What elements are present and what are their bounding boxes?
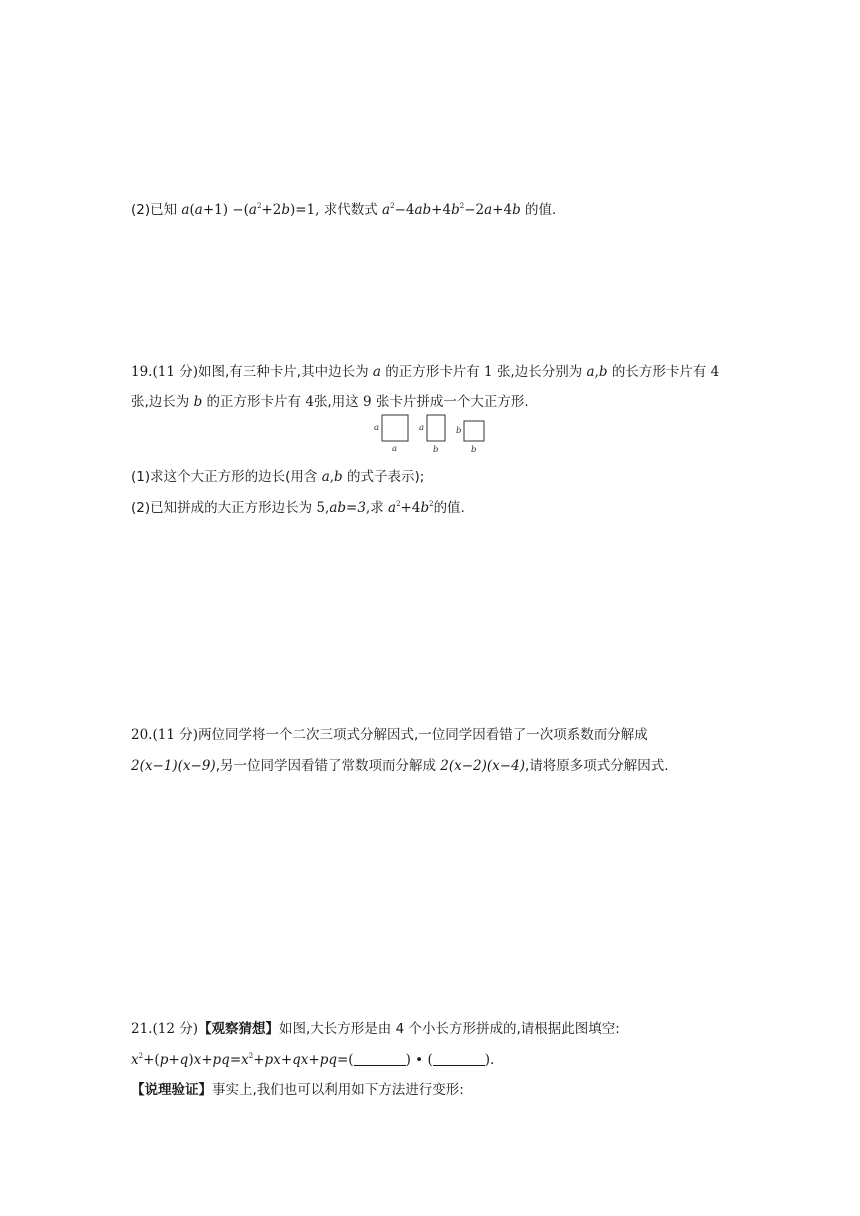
q19-part1-text: (1)求这个大正方形的边长(用含 bbox=[131, 469, 318, 485]
blank-2[interactable] bbox=[433, 1053, 485, 1066]
q18-text2: 的值. bbox=[525, 202, 557, 218]
q19-part2-text: 的值. bbox=[433, 500, 465, 516]
q19-text: 张,边长为 bbox=[131, 394, 190, 410]
q20-factor2: 2(x−2)(x−4) bbox=[440, 758, 525, 774]
q21-heading-observe: 【观察猜想】 bbox=[198, 1021, 279, 1037]
q19-text: 张卡片拼成一个大正方形. bbox=[375, 394, 529, 410]
square-card-a bbox=[374, 415, 408, 454]
q19-part2-text: (2)已知拼成的大正方形边长为 bbox=[131, 500, 313, 516]
q21-heading-verify: 【说理验证】 bbox=[131, 1082, 212, 1098]
q19-count: 4 bbox=[710, 364, 720, 380]
q19-count: 1 bbox=[484, 364, 493, 380]
q20-factor1: 2(x−1)(x−9) bbox=[131, 758, 216, 774]
blank-1[interactable] bbox=[354, 1053, 406, 1066]
q19-part2-text: 求 bbox=[370, 500, 384, 516]
q19-part2: (2)已知拼成的大正方形边长为 5,ab=3,求 $a^2+4b^2$的值. bbox=[131, 500, 465, 516]
q21-formula-line: $x^2+(p+q)x+pq=x^2+px+qx+pq=$( ) • ( ). bbox=[131, 1052, 495, 1068]
multiply-dot: • bbox=[415, 1052, 424, 1068]
q18-part2-label: (2)已知 bbox=[131, 202, 178, 218]
card-label: a bbox=[419, 423, 425, 433]
q19-number: 19. bbox=[131, 364, 153, 380]
q18-text1: 求代数式 bbox=[323, 202, 378, 218]
q20-text: ,请将原多项式分解因式. bbox=[524, 758, 669, 774]
q19-text: 的正方形卡片有 bbox=[206, 394, 302, 410]
card-label: a bbox=[374, 423, 380, 433]
q20-points: (11 分) bbox=[152, 727, 198, 743]
q19-text: 张,边长分别为 bbox=[496, 364, 583, 380]
q20-number: 20. bbox=[131, 727, 153, 743]
q19-points: (11 分) bbox=[152, 364, 198, 380]
q21-text: 如图,大长方形是由 4 个小长方形拼成的,请根据此图填空: bbox=[279, 1021, 620, 1037]
q19-line1: 19.(11 分)如图,有三种卡片,其中边长为 a 的正方形卡片有 1 张,边长分别为 a,b 的长方形卡片有 4 bbox=[131, 364, 720, 380]
q21-points: (12 分) bbox=[152, 1021, 198, 1037]
q19-text: 的正方形卡片有 bbox=[385, 364, 480, 380]
q19-part1-text: 的式子表示); bbox=[347, 469, 425, 485]
card-label: b bbox=[471, 445, 477, 455]
card-label: b bbox=[456, 426, 462, 436]
q19-text: 的长方形卡片有 bbox=[611, 364, 707, 380]
q21-line1 bbox=[131, 1019, 620, 1039]
q20-line2 bbox=[131, 756, 669, 776]
q19-line2: 张,边长为 b 的正方形卡片有 4张,用这 9 张卡片拼成一个大正方形. bbox=[131, 394, 529, 410]
q19-text: 如图,有三种卡片,其中边长为 bbox=[198, 364, 369, 380]
q18-target-expression: a bbox=[382, 202, 391, 218]
q19-cards-figure bbox=[370, 413, 490, 457]
q20-text: 两位同学将一个二次三项式分解因式,一位同学因看错了一次项系数而分解成 bbox=[198, 727, 648, 743]
q19-count: 9 bbox=[363, 394, 372, 410]
q18-given-expression: a bbox=[181, 202, 190, 218]
q21-text: 事实上,我们也可以利用如下方法进行变形: bbox=[212, 1082, 464, 1098]
q19-part1: (1)求这个大正方形的边长(用含 a,b 的式子表示); bbox=[131, 469, 425, 485]
card-label: b bbox=[433, 445, 439, 455]
square-card-b bbox=[456, 421, 484, 455]
card-label: a bbox=[392, 444, 398, 454]
q21-number: 21. bbox=[131, 1021, 153, 1037]
q20-line1 bbox=[131, 725, 648, 745]
q19-count: 4 bbox=[305, 394, 314, 410]
q21-line3 bbox=[131, 1080, 464, 1100]
q19-ab-value: ab=3 bbox=[329, 500, 366, 516]
rect-card-ab bbox=[419, 415, 445, 455]
q19-side-value: 5 bbox=[316, 500, 326, 516]
q19-text: 张,用这 bbox=[313, 394, 359, 410]
q20-text: ,另一位同学因看错了常数项而分解成 bbox=[215, 758, 436, 774]
q18-part2: (2)已知 $a(a+1) -(a^2+2b)=1$, 求代数式 $a^2-4ab+4b^2-2a+4b$ 的值. bbox=[131, 202, 557, 218]
